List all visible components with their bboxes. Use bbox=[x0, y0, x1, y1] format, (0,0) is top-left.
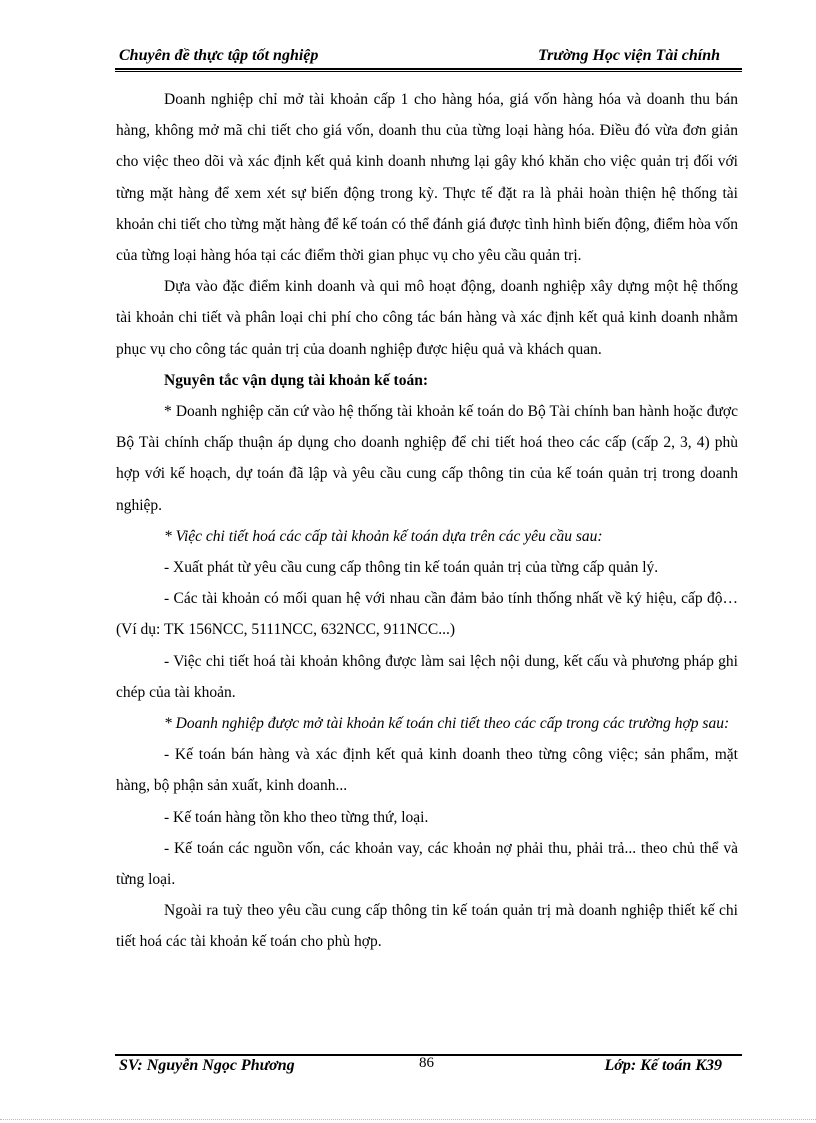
list-item: - Xuất phát từ yêu cầu cung cấp thông tin kế toán quản trị của từng cấp quản lý. bbox=[164, 559, 659, 577]
header-right-title: Trường Học viện Tài chính bbox=[537, 47, 720, 64]
footer-student-name: SV: Nguyễn Ngọc Phương bbox=[119, 1057, 295, 1074]
paragraph: Ngoài ra tuỳ theo yêu cầu cung cấp thông tin kế toán quản trị mà doanh nghiệp thiết kế chi tiết hoá các tài khoản kế toán cho phù hợp. bbox=[116, 902, 738, 951]
footer-class: Lớp: Kế toán K39 bbox=[604, 1057, 722, 1074]
header-rule bbox=[115, 68, 742, 70]
page-footer bbox=[115, 1057, 742, 1081]
page-number: 86 bbox=[419, 1055, 434, 1071]
list-item: - Kế toán bán hàng và xác định kết quả kinh doanh theo từng công việc; sản phẩm, mặt hàng, bộ phận sản xuất, kinh doanh... bbox=[116, 746, 738, 795]
list-item: - Việc chi tiết hoá tài khoản không được làm sai lệch nội dung, kết cấu và phương pháp ghi chép của tài khoản. bbox=[116, 652, 738, 701]
italic-subheading: * Doanh nghiệp được mở tài khoản kế toán chi tiết theo các cấp trong các trường hợp sau: bbox=[164, 715, 730, 733]
document-body bbox=[116, 84, 738, 958]
header-left-title: Chuyên đề thực tập tốt nghiệp bbox=[119, 47, 319, 64]
list-item: - Kế toán các nguồn vốn, các khoản vay, các khoản nợ phải thu, phải trả... theo chủ thể và từng loại. bbox=[116, 839, 738, 889]
section-heading: Nguyên tắc vận dụng tài khoản kế toán: bbox=[164, 371, 428, 389]
list-item: - Các tài khoản có mối quan hệ với nhau cần đảm bảo tính thống nhất về ký hiệu, cấp độ… (Ví dụ: TK 156NCC, 5111NCC, 632NCC, 911NCC...) bbox=[116, 590, 738, 639]
paragraph: Dựa vào đặc điểm kinh doanh và qui mô hoạt động, doanh nghiệp xây dựng một hệ thống tài khoản chi tiết và phân loại chi phí cho công tác bán hàng và xác định kết quả kinh doanh nhằm phục vụ cho công tác quản trị của doanh nghiệp được hiệu quả và khách quan. bbox=[116, 278, 738, 358]
list-item: - Kế toán hàng tồn kho theo từng thứ, loại. bbox=[164, 808, 429, 826]
paragraph: * Doanh nghiệp căn cứ vào hệ thống tài khoản kế toán do Bộ Tài chính ban hành hoặc được Bộ Tài chính chấp thuận áp dụng cho doanh nghiệp để chi tiết hoá theo các cấp (cấp 2, 3, 4) phù hợp với kế hoạch, dự toán đã lập và yêu cầu cung cấp thông tin của kế toán quản trị trong doanh nghiệp. bbox=[116, 403, 738, 514]
page-edge-dots bbox=[0, 1119, 816, 1120]
page-header bbox=[115, 45, 740, 69]
italic-subheading: * Việc chi tiết hoá các cấp tài khoản kế toán dựa trên các yêu cầu sau: bbox=[164, 527, 603, 545]
header-rule-thin bbox=[115, 71, 742, 72]
paragraph: Doanh nghiệp chỉ mở tài khoản cấp 1 cho hàng hóa, giá vốn hàng hóa và doanh thu bán hàng, không mở mã chi tiết cho giá vốn, doanh thu của từng loại hàng hóa. Điều đó vừa đơn giản cho việc theo dõi và xác định kết quả kinh doanh nhưng lại gây khó khăn cho việc quản trị đối với từng mặt hàng để xem xét sự biến động trong kỳ. Thực tế đặt ra là phải hoàn thiện hệ thống tài khoản chi tiết cho từng mặt hàng để kế toán có thể đánh giá được tình hình biến động, điểm hòa vốn của từng loại hàng hóa tại các điểm thời gian phục vụ cho yêu cầu quản trị. bbox=[116, 91, 738, 265]
